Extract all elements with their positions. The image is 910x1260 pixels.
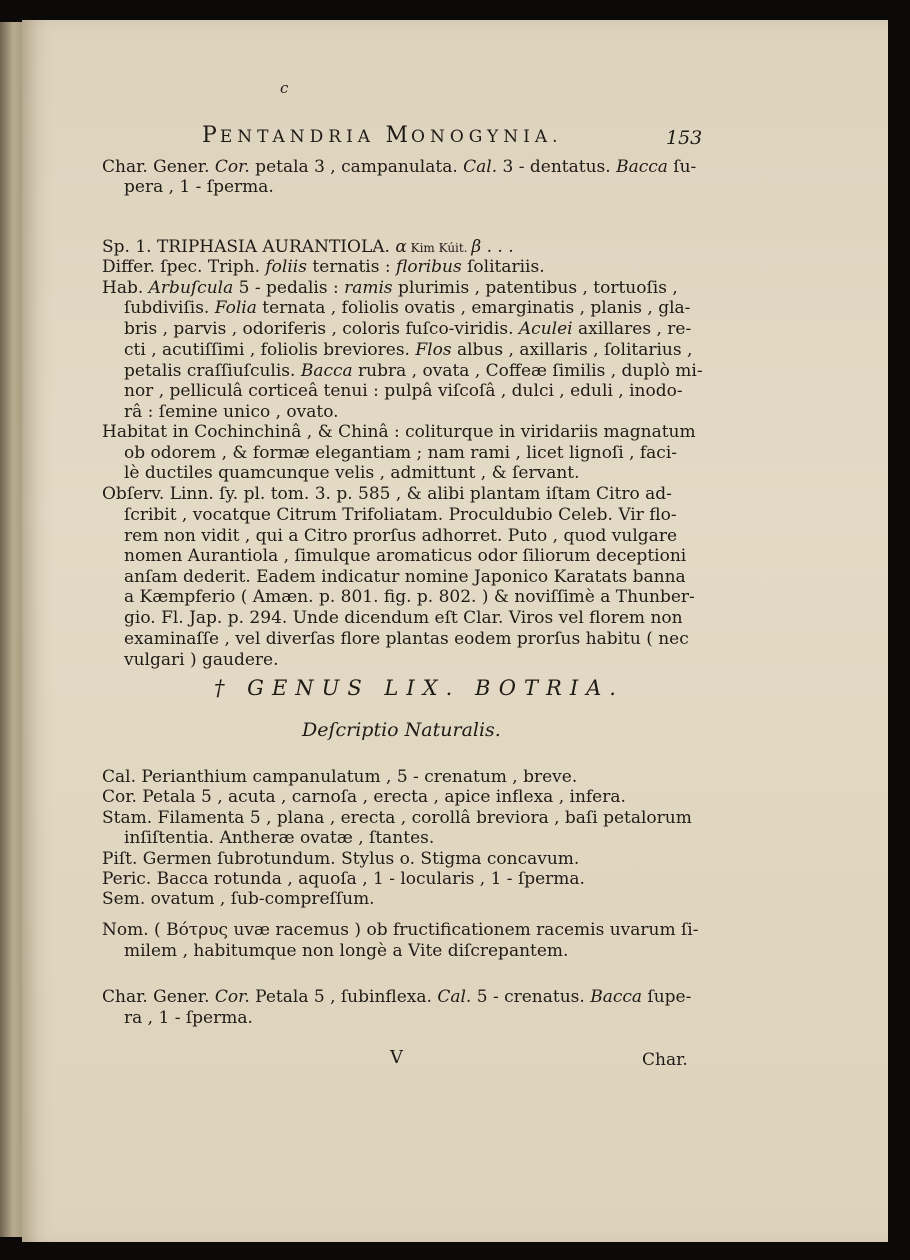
text-run: gio. Fl. Jap. p. 294. Unde dicendum eſt Clar. Viros vel florem non bbox=[124, 608, 683, 628]
signature-mark: V bbox=[390, 1047, 403, 1068]
text-line bbox=[102, 849, 579, 869]
running-title-initial: P bbox=[202, 123, 220, 148]
text-line bbox=[102, 157, 696, 177]
text-line bbox=[102, 869, 585, 889]
text-run: Stam. Filamenta 5 , plana , erecta , corollâ breviora , baſi petalorum bbox=[102, 808, 692, 828]
text-run: Peric. Bacca rotunda , aquoſa , 1 - locularis , 1 - ſperma. bbox=[102, 869, 585, 889]
italic-term: Cor. bbox=[214, 157, 250, 177]
italic-term: Bacca bbox=[616, 157, 668, 177]
text-run: râ : ſemine unico , ovato. bbox=[124, 402, 339, 422]
text-run: Cal. Perianthium campanulatum , 5 - crenatum , breve. bbox=[102, 767, 578, 787]
text-line bbox=[124, 340, 692, 360]
text-run: ob odorem , & formæ elegantiam ; nam rami , licet lignoſi , faci- bbox=[124, 443, 678, 463]
text-run: vulgari ) gaudere. bbox=[124, 650, 279, 670]
text-run: albus , axillaris , ſolitarius , bbox=[451, 340, 693, 360]
text-line bbox=[102, 484, 672, 504]
text-run: 3 - dentatus. bbox=[497, 157, 617, 177]
text-run: rem non vidit , qui a Citro prorſus adhorret. Puto , quod vulgare bbox=[124, 526, 678, 546]
text-run: Obſerv. Linn. ſy. pl. tom. 3. p. 585 , & alibi plantam iſtam Citro ad- bbox=[102, 484, 672, 504]
left-page-edge bbox=[0, 22, 24, 1237]
text-line bbox=[124, 298, 690, 318]
text-line bbox=[124, 650, 279, 670]
text-line bbox=[102, 808, 692, 828]
text-line bbox=[102, 257, 545, 277]
text-run: ſupe- bbox=[642, 987, 692, 1007]
text-line bbox=[124, 319, 691, 339]
text-line bbox=[102, 787, 626, 807]
text-run: bris , parvis , odoriferis , coloris fuſco-viridis. bbox=[124, 319, 519, 339]
text-line bbox=[124, 361, 703, 381]
text-line bbox=[124, 587, 695, 607]
text-line bbox=[102, 422, 696, 442]
running-title-rest: ONOGYNIA. bbox=[411, 127, 563, 147]
text-line bbox=[124, 177, 274, 197]
italic-term: Cal. bbox=[437, 987, 472, 1007]
text-run: petala 3 , campanulata. bbox=[249, 157, 464, 177]
text-line bbox=[124, 505, 677, 525]
text-run: rubra , ovata , Coffeæ ſimilis , duplò mi- bbox=[352, 361, 703, 381]
text-run: a Kæmpferio ( Amæn. p. 801. fig. p. 802. ) & noviſſimè a Thunber- bbox=[124, 587, 695, 607]
italic-term: Aculei bbox=[518, 319, 573, 339]
running-title-text bbox=[202, 123, 563, 148]
text-line bbox=[124, 402, 339, 422]
text-run: Nom. ( Βότρυς uvæ racemus ) ob fructificationem racemis uvarum ſi- bbox=[102, 920, 699, 940]
text-line bbox=[124, 629, 689, 649]
text-run: 5 - crenatus. bbox=[471, 987, 591, 1007]
text-line bbox=[124, 941, 568, 961]
running-title bbox=[202, 123, 563, 148]
text-run: Piſt. Germen ſubrotundum. Stylus o. Stigma concavum. bbox=[102, 849, 580, 869]
italic-term: floribus bbox=[396, 257, 462, 277]
text-run: anſam dederit. Eadem indicatur nomine Japonico Karatats banna bbox=[124, 567, 686, 587]
text-line bbox=[124, 381, 683, 401]
section-subheading: Deſcriptio Naturalis. bbox=[302, 719, 501, 741]
text-run: ra , 1 - ſperma. bbox=[124, 1008, 253, 1028]
text-run: ſu- bbox=[667, 157, 697, 177]
text-run: nomen Aurantiola , ſimulque aromaticus odor ſiliorum deceptioni bbox=[124, 546, 687, 566]
page-number: 153 bbox=[666, 127, 703, 149]
book-page bbox=[22, 20, 888, 1242]
text-line bbox=[102, 889, 375, 909]
italic-term: Folia bbox=[214, 298, 257, 318]
text-run: Char. Gener. bbox=[102, 157, 215, 177]
text-line bbox=[124, 546, 686, 566]
text-run: ſubdiviſis. bbox=[124, 298, 215, 318]
text-line bbox=[102, 767, 577, 787]
text-run: Petala 5 , ſubinflexa. bbox=[249, 987, 438, 1007]
text-run: nor , pelliculâ corticeâ tenui : pulpâ viſcoſâ , dulci , eduli , inodo- bbox=[124, 381, 683, 401]
text-run: Habitat in Cochinchinâ , & Chinâ : coliturque in viridariis magnatum bbox=[102, 422, 696, 442]
text-line bbox=[124, 463, 580, 483]
genus-heading: † GENUS LIX. BOTRIA. bbox=[214, 676, 624, 700]
italic-term: Bacca bbox=[590, 987, 643, 1007]
italic-term: Cor. bbox=[214, 987, 250, 1007]
text-run: Char. Gener. bbox=[102, 987, 215, 1007]
italic-term: Flos bbox=[415, 340, 452, 360]
italic-term: β . . . bbox=[471, 237, 514, 257]
text-line bbox=[102, 278, 678, 298]
text-line bbox=[102, 237, 514, 258]
text-line bbox=[124, 828, 434, 848]
italic-term: Bacca bbox=[300, 361, 353, 381]
text-run: ternatis : bbox=[306, 257, 396, 277]
text-line bbox=[102, 920, 698, 940]
text-line bbox=[124, 526, 677, 546]
text-run: Sem. ovatum , ſub-compreſſum. bbox=[102, 889, 375, 909]
text-run: cti , acutiſſimi , foliolis breviores. bbox=[124, 340, 416, 360]
text-run: axillares , re- bbox=[572, 319, 692, 339]
text-line bbox=[124, 1008, 253, 1028]
text-line bbox=[124, 608, 683, 628]
running-title-rest: ENTANDRIA bbox=[219, 127, 386, 147]
italic-term: Arbuſcula bbox=[148, 278, 234, 298]
italic-term: Cal. bbox=[463, 157, 498, 177]
text-run: 5 - pedalis : bbox=[233, 278, 345, 298]
text-run: ſcribit , vocatque Citrum Trifoliatam. Proculdubio Celeb. Vir flo- bbox=[124, 505, 677, 525]
text-run: pera , 1 - ſperma. bbox=[124, 177, 274, 197]
text-run: ternata , foliolis ovatis , emarginatis , planis , gla- bbox=[256, 298, 691, 318]
text-run: petalis craſſiuſculis. bbox=[124, 361, 301, 381]
text-run: inſiſtentia. Antheræ ovatæ , ſtantes. bbox=[124, 828, 435, 848]
text-line bbox=[124, 443, 677, 463]
stray-mark: c bbox=[280, 79, 289, 97]
text-run: Sp. 1. TRIPHASIA AURANTIOLA. bbox=[102, 237, 396, 257]
text-run: lè ductiles quamcunque velis , admittunt , & ſervant. bbox=[124, 463, 580, 483]
text-line bbox=[124, 567, 686, 587]
text-run: plurimis , patentibus , tortuoſis , bbox=[392, 278, 678, 298]
catchword: Char. bbox=[642, 1050, 688, 1070]
text-run: Hab. bbox=[102, 278, 149, 298]
italic-term: α bbox=[395, 237, 407, 257]
text-run: ſolitariis. bbox=[461, 257, 545, 277]
running-title-initial: M bbox=[385, 123, 412, 148]
text-run: Differ. ſpec. Triph. bbox=[102, 257, 266, 277]
text-run: Kim Kúit. bbox=[406, 241, 472, 255]
text-run: Cor. Petala 5 , acuta , carnoſa , erecta , apice inflexa , infera. bbox=[102, 787, 626, 807]
text-line bbox=[102, 987, 691, 1007]
text-run: examinaſſe , vel diverſas flore plantas eodem prorſus habitu ( nec bbox=[124, 629, 689, 649]
italic-term: ramis bbox=[344, 278, 393, 298]
text-run: milem , habitumque non longè a Vite diſcrepantem. bbox=[124, 941, 569, 961]
italic-term: foliis bbox=[265, 257, 307, 277]
